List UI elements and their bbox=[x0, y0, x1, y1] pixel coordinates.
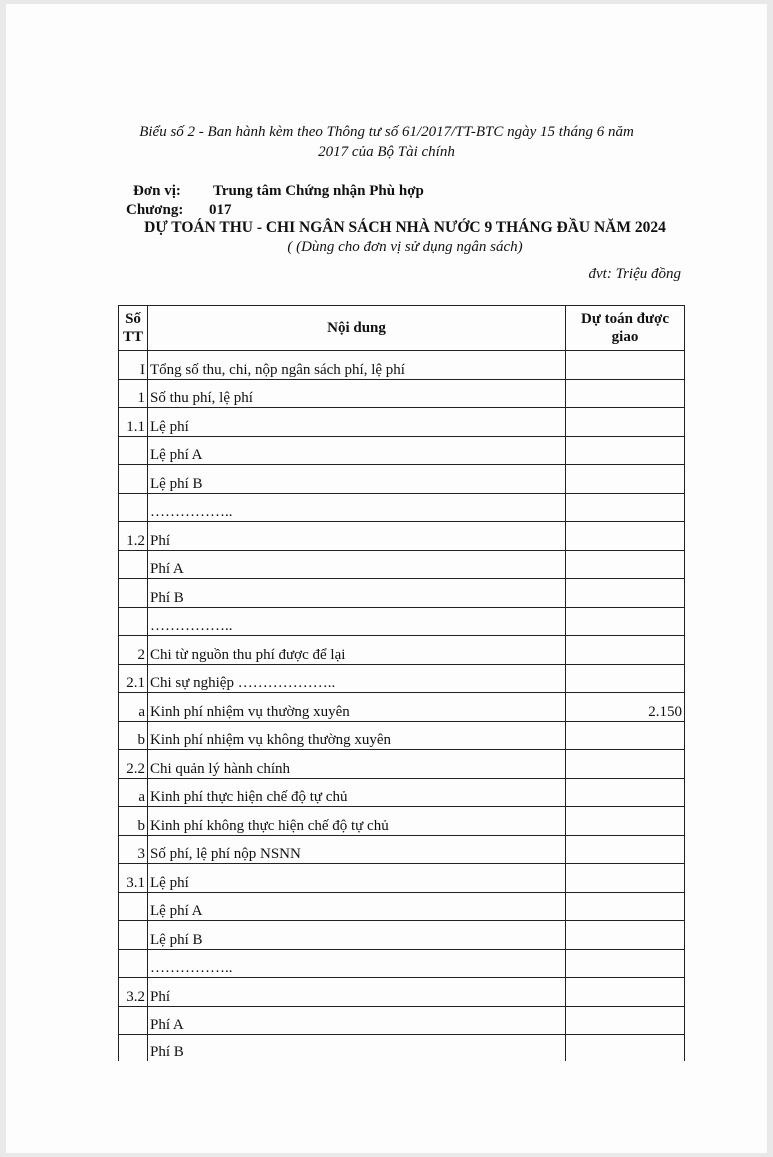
unit-value: Trung tâm Chứng nhận Phù hợp bbox=[213, 183, 424, 199]
row-content: Lệ phí A bbox=[148, 436, 566, 465]
row-content: Tổng số thu, chi, nộp ngân sách phí, lệ phí bbox=[148, 351, 566, 380]
table-row bbox=[119, 693, 685, 722]
row-content: …………….. bbox=[148, 607, 566, 636]
row-amount bbox=[566, 465, 685, 494]
currency-unit: đvt: Triệu đồng bbox=[588, 266, 681, 282]
row-content: Phí A bbox=[148, 550, 566, 579]
row-number bbox=[119, 436, 148, 465]
row-content: Lệ phí A bbox=[148, 892, 566, 921]
row-amount bbox=[566, 436, 685, 465]
row-content: Phí bbox=[148, 978, 566, 1007]
row-content: Chi từ nguồn thu phí được để lại bbox=[148, 636, 566, 665]
row-content: Kinh phí không thực hiện chế độ tự chủ bbox=[148, 807, 566, 836]
row-number: 2 bbox=[119, 636, 148, 665]
row-content: Phí bbox=[148, 522, 566, 551]
table-row bbox=[119, 835, 685, 864]
table-body bbox=[119, 351, 685, 1062]
table-row bbox=[119, 636, 685, 665]
row-amount bbox=[566, 1006, 685, 1035]
table-row bbox=[119, 579, 685, 608]
row-amount bbox=[566, 721, 685, 750]
row-amount bbox=[566, 978, 685, 1007]
row-amount bbox=[566, 1035, 685, 1062]
table-row bbox=[119, 807, 685, 836]
column-header-content: Nội dung bbox=[148, 306, 566, 351]
row-content: Số phí, lệ phí nộp NSNN bbox=[148, 835, 566, 864]
table-row bbox=[119, 721, 685, 750]
row-number bbox=[119, 579, 148, 608]
row-number bbox=[119, 550, 148, 579]
table-row bbox=[119, 864, 685, 893]
subtitle-line-2: 2017 của Bộ Tài chính bbox=[318, 144, 455, 160]
row-content: Kinh phí thực hiện chế độ tự chủ bbox=[148, 778, 566, 807]
row-number: I bbox=[119, 351, 148, 380]
row-number: 1.2 bbox=[119, 522, 148, 551]
row-number: 3.2 bbox=[119, 978, 148, 1007]
row-number: a bbox=[119, 693, 148, 722]
table-row bbox=[119, 465, 685, 494]
row-number bbox=[119, 465, 148, 494]
chapter-label: Chương: bbox=[126, 202, 184, 218]
row-amount bbox=[566, 921, 685, 950]
row-amount bbox=[566, 607, 685, 636]
row-number bbox=[119, 921, 148, 950]
subtitle-line-1: Biểu số 2 - Ban hành kèm theo Thông tư số 61/2017/TT-BTC ngày 15 tháng 6 năm bbox=[139, 124, 634, 140]
table-row bbox=[119, 1035, 685, 1062]
row-number bbox=[119, 493, 148, 522]
row-content: Kinh phí nhiệm vụ thường xuyên bbox=[148, 693, 566, 722]
table-row bbox=[119, 550, 685, 579]
row-content: …………….. bbox=[148, 493, 566, 522]
row-number: 2.1 bbox=[119, 664, 148, 693]
row-amount bbox=[566, 949, 685, 978]
row-content: Lệ phí B bbox=[148, 465, 566, 494]
table-row bbox=[119, 921, 685, 950]
row-number: 1.1 bbox=[119, 408, 148, 437]
row-number: 1 bbox=[119, 379, 148, 408]
row-amount bbox=[566, 550, 685, 579]
row-content: Phí A bbox=[148, 1006, 566, 1035]
table-row bbox=[119, 949, 685, 978]
table-row bbox=[119, 493, 685, 522]
row-amount: 2.150 bbox=[566, 693, 685, 722]
table-row bbox=[119, 664, 685, 693]
row-number bbox=[119, 607, 148, 636]
table-row bbox=[119, 408, 685, 437]
row-content: Lệ phí bbox=[148, 864, 566, 893]
row-content: Phí B bbox=[148, 1035, 566, 1062]
budget-table bbox=[118, 305, 685, 1061]
row-content: Số thu phí, lệ phí bbox=[148, 379, 566, 408]
column-header-amount: Dự toán được giao bbox=[566, 306, 685, 351]
row-content: Phí B bbox=[148, 579, 566, 608]
row-amount bbox=[566, 408, 685, 437]
row-content: Lệ phí B bbox=[148, 921, 566, 950]
table-row bbox=[119, 522, 685, 551]
table-row bbox=[119, 778, 685, 807]
row-number: 3 bbox=[119, 835, 148, 864]
table-row bbox=[119, 379, 685, 408]
row-number bbox=[119, 1006, 148, 1035]
table-row bbox=[119, 1006, 685, 1035]
row-content: Kinh phí nhiệm vụ không thường xuyên bbox=[148, 721, 566, 750]
row-number: 3.1 bbox=[119, 864, 148, 893]
row-amount bbox=[566, 664, 685, 693]
row-amount bbox=[566, 892, 685, 921]
row-amount bbox=[566, 750, 685, 779]
row-number: b bbox=[119, 807, 148, 836]
row-number bbox=[119, 892, 148, 921]
row-content: …………….. bbox=[148, 949, 566, 978]
row-amount bbox=[566, 579, 685, 608]
row-number: 2.2 bbox=[119, 750, 148, 779]
table-row bbox=[119, 607, 685, 636]
row-number bbox=[119, 1035, 148, 1062]
row-number: b bbox=[119, 721, 148, 750]
document-title: DỰ TOÁN THU - CHI NGÂN SÁCH NHÀ NƯỚC 9 THÁNG ĐẦU NĂM 2024 bbox=[144, 219, 666, 236]
table-row bbox=[119, 436, 685, 465]
document-note: ( (Dùng cho đơn vị sử dụng ngân sách) bbox=[287, 239, 523, 255]
row-number: a bbox=[119, 778, 148, 807]
table-row bbox=[119, 978, 685, 1007]
chapter-value: 017 bbox=[209, 202, 232, 218]
row-amount bbox=[566, 864, 685, 893]
table-row bbox=[119, 892, 685, 921]
row-content: Lệ phí bbox=[148, 408, 566, 437]
row-amount bbox=[566, 493, 685, 522]
row-content: Chi sự nghiệp ……………….. bbox=[148, 664, 566, 693]
row-amount bbox=[566, 522, 685, 551]
table-header-row bbox=[119, 306, 685, 351]
row-amount bbox=[566, 778, 685, 807]
row-amount bbox=[566, 351, 685, 380]
row-content: Chi quản lý hành chính bbox=[148, 750, 566, 779]
row-amount bbox=[566, 807, 685, 836]
table-row bbox=[119, 750, 685, 779]
row-number bbox=[119, 949, 148, 978]
row-amount bbox=[566, 835, 685, 864]
unit-label: Đơn vị: bbox=[133, 183, 181, 199]
table-row bbox=[119, 351, 685, 380]
column-header-stt: Số TT bbox=[119, 306, 148, 351]
row-amount bbox=[566, 379, 685, 408]
row-amount bbox=[566, 636, 685, 665]
